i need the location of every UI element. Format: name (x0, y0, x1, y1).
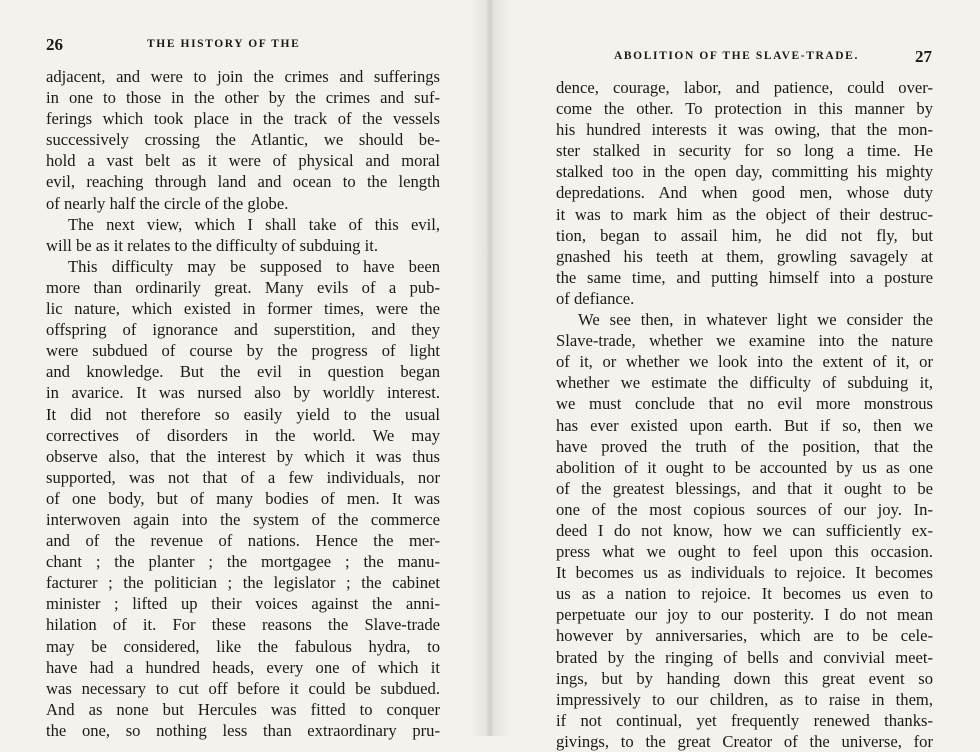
text-line: it was to mark him as the object of their destruc- (556, 204, 933, 224)
text-line: correctives of disorders in the world. We may (46, 425, 440, 445)
text-line: facturer ; the politician ; the legislator ; the cabinet (46, 573, 440, 593)
text-line: givings, to the great Creator of the universe, for (556, 731, 933, 751)
text-line: lic nature, which existed in former times, were the (46, 299, 440, 319)
text-line: hold a vast belt as it were of physical and moral (46, 151, 440, 171)
text-line: The next view, which I shall take of this evil, (68, 214, 440, 234)
text-line: were subdued of course by the progress of light (46, 341, 440, 361)
text-line: his hundred interests it was owing, that the mon- (556, 120, 933, 140)
text-line: gnashed his teeth at them, growling savagely at (556, 246, 933, 266)
text-line: impressively to our children, as to raise in them, (556, 689, 933, 709)
text-line: We see then, in whatever light we consider the (578, 310, 933, 330)
text-line: It becomes us as individuals to rejoice. It becomes (556, 563, 933, 583)
running-head-left: THE HISTORY OF THE (147, 38, 301, 50)
text-line: come the other. To protection in this manner by (556, 99, 933, 119)
text-line: tion, began to assail him, he did not fly, but (556, 225, 933, 245)
text-line: we must conclude that no evil more monstrous (556, 394, 933, 414)
text-line: supported, was not that of a few individuals, nor (46, 467, 440, 487)
text-line: us as a nation to rejoice. It becomes us even to (556, 584, 933, 604)
text-line: of the greatest blessings, and that it ought to be (556, 478, 933, 498)
text-line: offspring of ignorance and superstition, and they (46, 320, 440, 340)
text-line: deed I do not know, how we can sufficiently ex- (556, 520, 933, 540)
text-line: It did not therefore so easily yield to the usual (46, 404, 440, 424)
text-line: Slave-trade, whether we examine into the nature (556, 331, 933, 351)
text-line: one of the most copious sources of our joy. In- (556, 499, 933, 519)
right-page (488, 0, 980, 751)
text-line: successively crossing the Atlantic, we should be- (46, 130, 440, 150)
left-page-text (46, 66, 440, 741)
text-line: of one body, but of many bodies of men. It was (46, 488, 440, 508)
text-line: have proved the truth of the position, that the (556, 436, 933, 456)
text-line: evil, reaching through land and ocean to the length (46, 172, 440, 192)
text-line: have had a hundred heads, every one of which it (46, 657, 440, 677)
right-page-text (556, 77, 933, 752)
text-line: of nearly half the circle of the globe. (46, 193, 289, 213)
text-line: observe also, that the interest by which it was thus (46, 446, 440, 466)
text-line: This difficulty may be supposed to have been (68, 256, 440, 276)
text-line: of defiance. (556, 288, 635, 308)
text-line: abolition of it ought to be accounted by us as one (556, 457, 933, 477)
text-line: and of the revenue of nations. Hence the mer- (46, 531, 440, 551)
left-page (0, 0, 488, 740)
text-line: dence, courage, labor, and patience, could over- (556, 78, 933, 97)
running-head-right: ABOLITION OF THE SLAVE-TRADE. (614, 50, 859, 62)
text-line: hilation of it. For these reasons the Slave-trade (46, 615, 440, 635)
page-number-right: 27 (915, 47, 932, 66)
text-line: brated by the ringing of bells and convivial meet- (556, 647, 933, 667)
text-line: more than ordinarily great. Many evils of a pub- (46, 277, 440, 297)
text-line: stalked too in the open day, committing his mighty (556, 162, 933, 182)
text-line: was necessary to cut off before it could be subdued. (46, 678, 440, 698)
text-line: chant ; the planter ; the mortgagee ; the manu- (46, 552, 440, 572)
text-line: however by anniversaries, which are to be cele- (556, 626, 933, 646)
text-line: may be considered, like the fabulous hydra, to (46, 636, 440, 656)
text-line: ferings which took place in the track of the vessels (46, 109, 440, 129)
text-line: the one, so nothing less than extraordinary pru- (46, 720, 440, 740)
text-line: ster stalked in security for so long a time. He (556, 141, 933, 161)
text-line: has ever existed upon earth. But if so, then we (556, 415, 933, 435)
text-line: of it, or whether we look into the extent of it, or (556, 352, 933, 372)
text-line: if not continual, yet frequently renewed thanks- (556, 710, 933, 730)
text-line: minister ; lifted up their voices against the anni- (46, 594, 440, 614)
text-line: will be as it relates to the difficulty of subduing it. (46, 235, 378, 255)
text-line: and knowledge. But the evil in question began (46, 362, 440, 382)
text-line: whether we estimate the difficulty of subduing it, (556, 373, 933, 393)
text-line: interwoven again into the system of the commerce (46, 509, 440, 529)
text-line: depredations. And when good men, whose duty (556, 183, 933, 203)
text-line: adjacent, and were to join the crimes and sufferings (46, 67, 440, 86)
text-line: in avarice. It was nursed also by worldly interest. (46, 383, 440, 403)
text-line: press what we ought to feel upon this occasion. (556, 542, 933, 562)
text-line: in one to those in the other by the crimes and suf- (46, 88, 440, 108)
text-line: ings, but by handing down this great event so (556, 668, 933, 688)
text-line: And as none but Hercules was fitted to conquer (46, 699, 440, 719)
page-number-left: 26 (46, 35, 63, 54)
text-line: perpetuate our joy to our posterity. I do not mean (556, 605, 933, 625)
text-line: the same time, and putting himself into a posture (556, 267, 933, 287)
